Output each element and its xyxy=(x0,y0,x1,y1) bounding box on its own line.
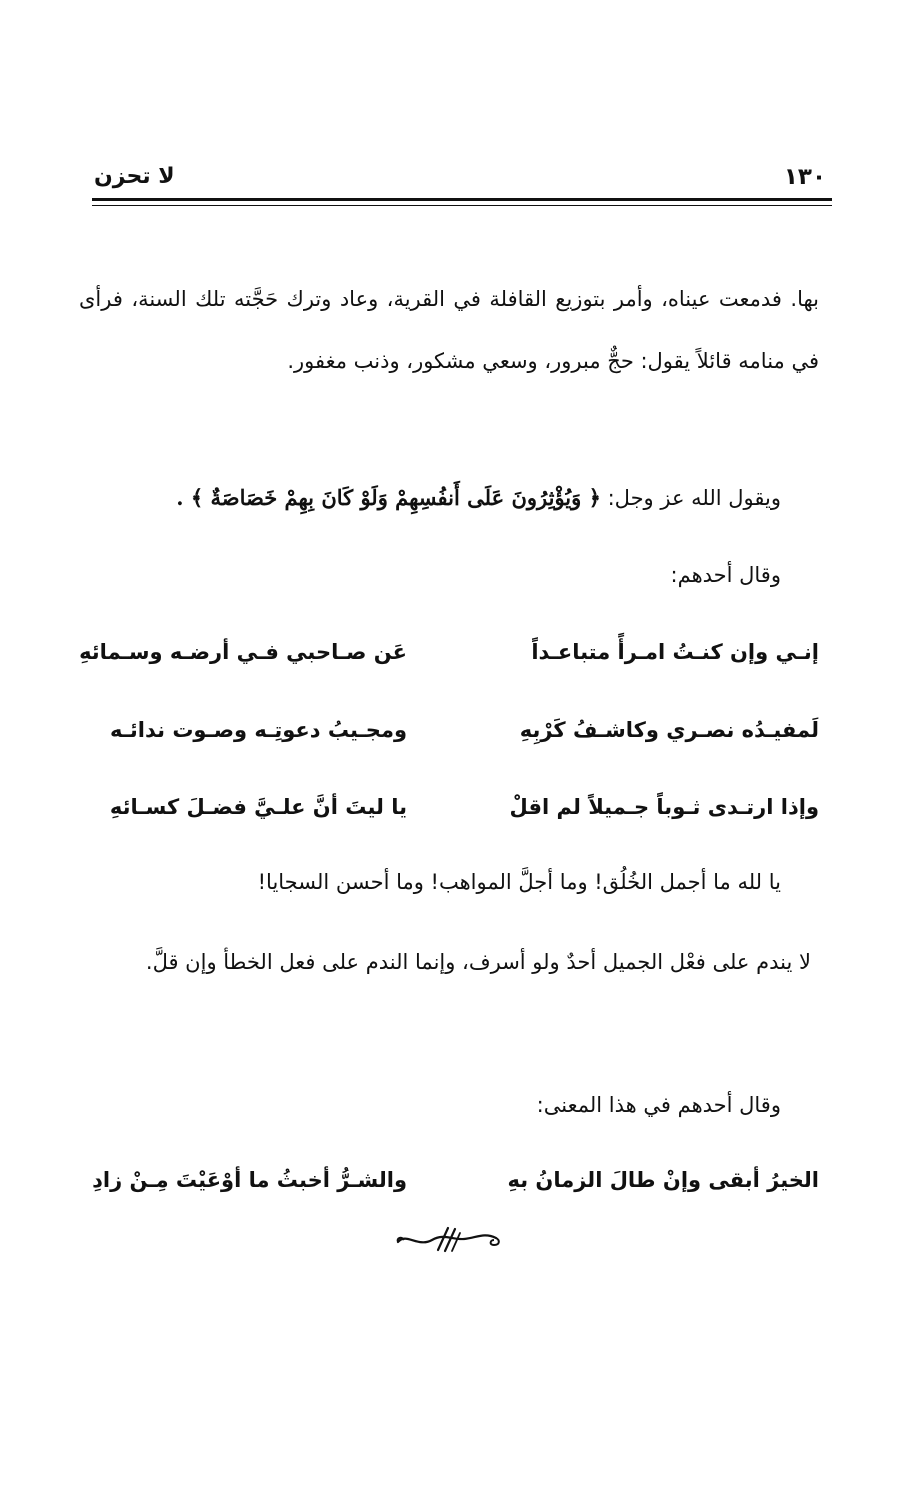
verse-first-hemistich: إنـي وإن كنـتُ امـرأً متباعـداً xyxy=(531,640,819,664)
verse-first-hemistich: لَمفيـدُه نصـري وكاشـفُ كَرْبِهِ xyxy=(519,718,819,742)
paragraph-regret: لا يندم على فعْل الجميل أحدٌ ولو أسرف، وإنما الندم على فعل الخطأ وإن قلَّ. xyxy=(145,950,811,974)
poem1-verse-1 xyxy=(79,632,819,672)
quran-intro: ويقول الله عز وجل: xyxy=(607,486,781,510)
verse-second-hemistich: والشـرُّ أخبثُ ما أوْعَيْتَ مِـنْ زادِ xyxy=(92,1168,407,1192)
flourish-ornament-icon xyxy=(392,1222,504,1258)
quran-verse: ﴿ وَيُؤْثِرُونَ عَلَى أَنفُسِهِمْ وَلَوْ كَانَ بِهِمْ خَصَاصَةٌ ﴾ . xyxy=(176,485,601,510)
verse-first-hemistich: وإذا ارتـدى ثـوباً جـميلاً لم اقلْ xyxy=(509,795,819,819)
poem1-verse-3 xyxy=(79,787,819,827)
paragraph-story-end: بها. فدمعت عيناه، وأمر بتوزيع القافلة في القرية، وعاد وترك حَجَّته تلك السنة، فرأى في منامه قائلاً يقول: حجٌّ مبرور، وسعي مشكور، وذنب مغفور. xyxy=(79,287,819,373)
verse-second-hemistich: ومجـيبُ دعوتِـه وصـوت ندائـه xyxy=(110,718,407,742)
page-number: ١٣٠ xyxy=(783,164,826,190)
poem2-intro: وقال أحدهم في هذا المعنى: xyxy=(536,1093,781,1117)
page-header xyxy=(92,160,832,200)
poem1-intro: وقال أحدهم: xyxy=(670,563,781,587)
running-title: لا تحزن xyxy=(94,164,175,189)
poem1-verse-2 xyxy=(79,710,819,750)
quran-line xyxy=(176,478,781,518)
header-rule-thin xyxy=(92,205,832,206)
verse-second-hemistich: يا ليتَ أنَّ علـيَّ فضـلَ كسـائهِ xyxy=(109,795,407,819)
verse-second-hemistich: عَن صـاحبي فـي أرضـه وسـمائهِ xyxy=(79,640,407,664)
verse-first-hemistich: الخيرُ أبقى وإنْ طالَ الزمانُ بهِ xyxy=(507,1168,819,1192)
header-rule-thick xyxy=(92,198,832,201)
exclamation-line: يا لله ما أجمل الخُلُق! وما أجلَّ المواهب! وما أحسن السجايا! xyxy=(257,870,781,894)
poem2-verse-1 xyxy=(79,1160,819,1200)
